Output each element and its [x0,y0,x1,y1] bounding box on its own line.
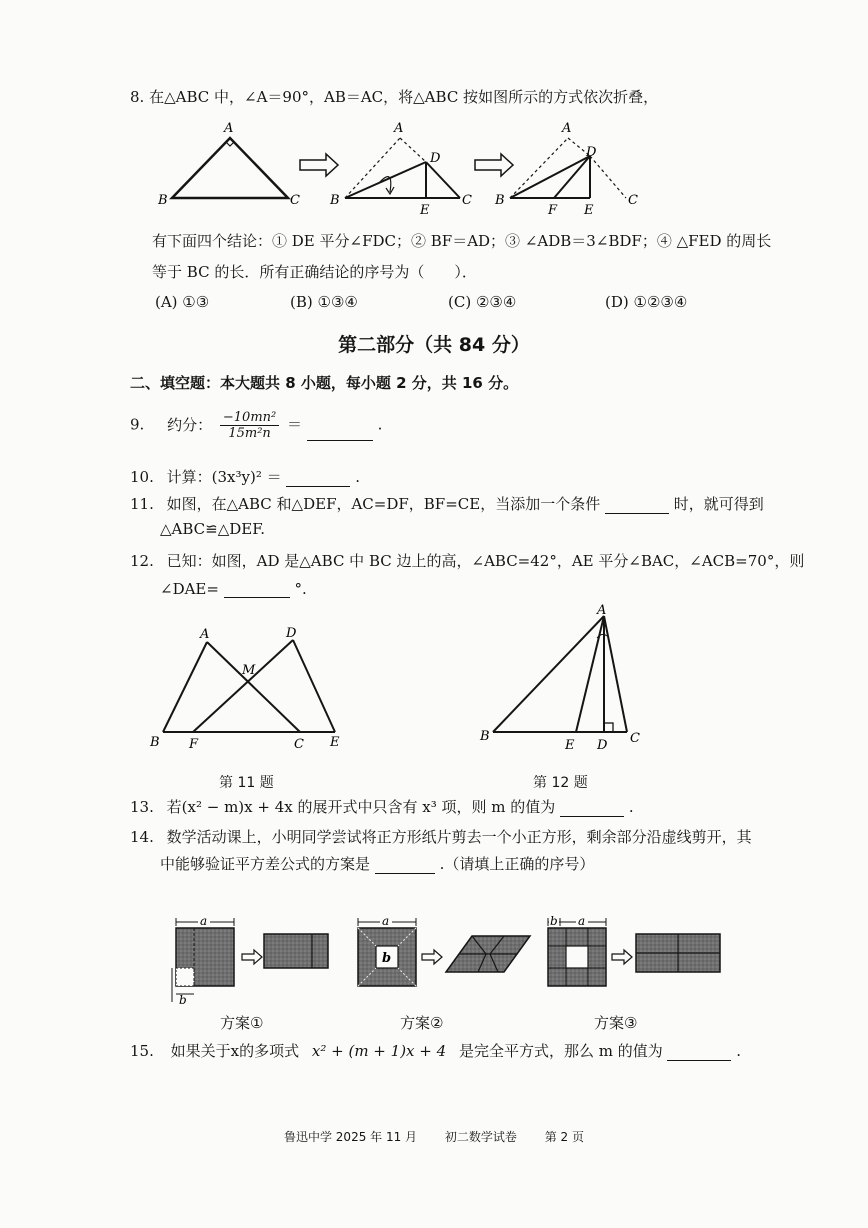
q12-line1 [130,550,804,571]
q9-equals: ＝ [287,415,303,434]
q8-label-f3: F [548,203,558,216]
q8-label-b1: B [158,193,168,208]
footer-subject: 初二数学试卷 [444,1130,517,1144]
q8-label-c3: C [628,193,638,208]
page-footer [0,1128,868,1145]
section2-title: 第二部分（共 84 分） [338,334,530,356]
fig11-label-c: C [294,737,304,752]
plan1-label-a: a [200,914,208,928]
fig12-label-c: C [630,731,640,746]
plan3-label-b: b [550,914,558,928]
plan-3-label: 方案③ [594,1014,638,1032]
q14-text2: 中能够验证平方差公式的方案是 [160,855,371,873]
q9 [130,410,382,441]
figure-11 [145,622,360,752]
q10 [130,466,360,487]
plan1-label-b: b [179,993,187,1006]
fig11-label-b: B [150,735,160,750]
fig12-label-d: D [597,738,608,753]
q10-num: 10. [130,468,154,486]
q9-end: . [377,415,383,434]
figure-12 [475,602,655,754]
q15-prefix: 如果关于x的多项式 [170,1042,300,1060]
q11-text: 如图，在△ABC 和△DEF，AC=DF，BF=CE，当添加一个条件 [166,495,601,513]
plan-1-label: 方案① [220,1014,264,1032]
q8-label-d3: D [586,145,597,160]
q8-option-d: (D) ①②③④ [605,293,688,311]
q10-text: 计算：(3x³y)² ＝ [166,468,282,486]
q11-answer-blank[interactable] [605,498,669,514]
q8-conclusions-line1: 有下面四个结论：① DE 平分∠FDC；② BF＝AD；③ ∠ADB＝3∠BDF；④ △FED 的周长 [152,232,772,250]
q12-answer-blank[interactable] [224,582,290,598]
plan3-label-a: a [578,914,586,928]
fig11-label-a: A [200,627,210,642]
q8-option-b: (B) ①③④ [290,293,358,311]
q14-num: 14. [130,828,154,846]
q12-text: 已知：如图，AD 是△ABC 中 BC 边上的高，∠ABC=42°，AE 平分∠BAC，∠ACB=70°，则 [166,552,805,570]
q8-option-c: (C) ②③④ [448,293,517,311]
q8-label-a1: A [224,121,234,136]
q8-figure [150,116,670,216]
q11-text-end: 时，就可得到 [673,495,764,513]
fig11-label-e: E [330,735,340,750]
q14-text: 数学活动课上，小明同学尝试将正方形纸片剪去一个小正方形，剩余部分沿虚线剪开，其 [166,828,752,846]
q12-line2 [160,580,307,598]
q8-label-a3: A [562,121,572,136]
q8-label-d2: D [430,151,441,166]
q11-num: 11. [130,495,154,513]
q15-expression: x² + (m + 1)x + 4 [311,1042,447,1060]
fig12-label-e: E [565,738,575,753]
fig11-label-m: M [242,663,256,678]
fill-heading: 二、填空题：本大题共 8 小题，每小题 2 分，共 16 分。 [130,374,519,392]
q12-num: 12. [130,552,154,570]
plan2-label-a: a [382,914,390,928]
q9-num: 9. [130,415,145,434]
q8-label-a2: A [394,121,404,136]
q10-end: . [355,468,360,486]
fig12-caption: 第 12 题 [533,775,588,791]
q9-denominator: 15m²n [228,426,271,441]
q15-num: 15. [130,1042,154,1060]
q15 [130,1040,741,1061]
q15-middle: 是完全平方式，那么 m 的值为 [458,1042,663,1060]
q12-end: °. [294,580,307,598]
q9-prefix: 约分： [167,415,213,434]
q14-line1 [130,826,752,847]
q11-line1 [130,493,764,514]
q13 [130,796,634,817]
q9-numerator: −10mn² [220,410,279,426]
q13-end: . [628,798,634,816]
q14-answer-blank[interactable] [375,858,435,874]
plan2-label-b: b [382,951,392,966]
q8-option-a: (A) ①③ [155,293,210,311]
q15-end: . [736,1042,742,1060]
fig11-label-d: D [286,626,297,641]
q8-label-b2: B [330,193,340,208]
plans-figure [160,910,730,1006]
q9-answer-blank[interactable] [307,425,373,441]
q13-num: 13. [130,798,154,816]
fig11-label-f: F [189,737,199,752]
fig12-label-b: B [480,729,490,744]
q8-stem: 8. 在△ABC 中，∠A＝90°，AB＝AC，将△ABC 按如图所示的方式依次折叠， [130,88,659,106]
q13-answer-blank[interactable] [560,801,624,817]
q8-conclusions-line2: 等于 BC 的长．所有正确结论的序号为（ ）． [152,263,477,281]
footer-page: 第 2 页 [544,1130,584,1144]
q14-line2 [160,853,594,874]
q13-text: 若(x² − m)x + 4x 的展开式中只含有 x³ 项，则 m 的值为 [166,798,556,816]
q10-answer-blank[interactable] [286,471,350,487]
q12-prefix: ∠DAE= [160,580,219,598]
q15-answer-blank[interactable] [667,1045,731,1061]
plan-2-label: 方案② [400,1014,444,1032]
q11-line2: △ABC≌△DEF. [160,520,266,538]
q8-label-c1: C [290,193,300,208]
q8-label-b3: B [495,193,505,208]
q8-label-e3: E [584,203,594,216]
q8-label-e2: E [420,203,430,216]
fig11-caption: 第 11 题 [219,775,274,791]
footer-school: 鲁迅中学 2025 年 11 月 [283,1130,418,1144]
q14-end: .（请填上正确的序号） [439,855,595,873]
q9-fraction [220,410,279,441]
fig12-label-a: A [597,603,607,618]
q8-label-c2: C [462,193,472,208]
